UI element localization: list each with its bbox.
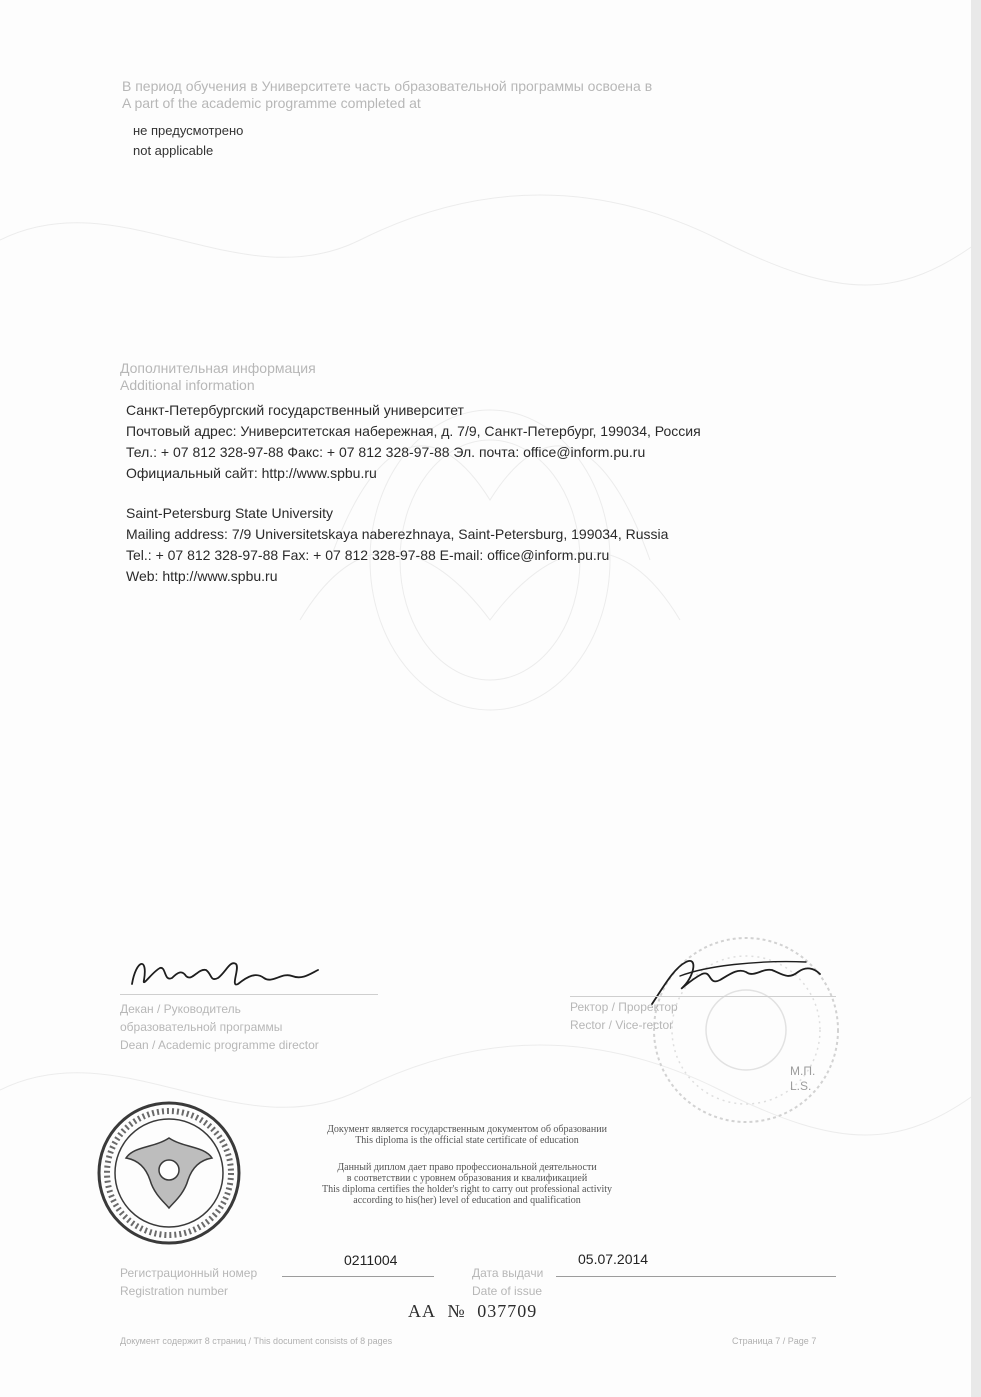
period-value-en: not applicable [133, 143, 214, 158]
dean-signature-line [120, 994, 378, 995]
dean-title-en: Dean / Academic programme director [120, 1038, 319, 1052]
seal-place-mark [790, 1064, 815, 1094]
registration-number-label [120, 1264, 257, 1300]
number-sign: № [447, 1301, 466, 1321]
mailing-address-en: Mailing address: 7/9 Universitetskaya naberezhnaya, Saint-Petersburg, 199034, Russia [126, 526, 669, 542]
registration-label-en: Registration number [120, 1284, 229, 1298]
page-number: Страница 7 / Page 7 [732, 1336, 817, 1346]
contacts-ru: Тел.: + 07 812 328-97-88 Факс: + 07 812 328-97-88 Эл. почта: office@inform.pu.ru [126, 444, 646, 460]
university-info-en [126, 503, 668, 587]
serial-series: АА [408, 1301, 436, 1321]
serial-number: 037709 [477, 1301, 538, 1321]
period-label-ru: В период обучения в Университете часть образовательной программы освоена в [122, 78, 653, 94]
additional-info-label-ru: Дополнительная информация [120, 360, 316, 376]
contacts-en: Tel.: + 07 812 328-97-88 Fax: + 07 812 328-97-88 E-mail: office@inform.pu.ru [126, 547, 610, 563]
issue-date-line [556, 1276, 836, 1277]
university-name-ru: Санкт-Петербургский государственный университет [126, 402, 464, 418]
period-label-en: A part of the academic programme completed at [122, 95, 421, 111]
official-document-notice [292, 1124, 642, 1146]
university-name-en: Saint-Petersburg State University [126, 505, 333, 521]
seal-place-en: L.S. [790, 1079, 812, 1093]
notice-2-ru-2: в соответствии с уровнем образования и квалификацией [346, 1173, 588, 1184]
notice-1-en: This diploma is the official state certificate of education [355, 1135, 579, 1146]
notice-2-ru-1: Данный диплом дает право профессиональной деятельности [337, 1162, 597, 1173]
issue-label-ru: Дата выдачи [472, 1266, 544, 1280]
dean-title-ru-2: образовательной программы [120, 1020, 283, 1034]
seal-place-ru: М.П. [790, 1064, 816, 1078]
notice-2-en-1: This diploma certifies the holder's right to carry out professional activity [321, 1184, 613, 1195]
dean-caption [120, 1000, 319, 1054]
page-count-note: Документ содержит 8 страниц / This document consists of 8 pages [120, 1336, 393, 1346]
registration-label-ru: Регистрационный номер [120, 1266, 258, 1280]
postal-address-ru: Почтовый адрес: Университетская набережная, д. 7/9, Санкт-Петербург, 199034, Россия [126, 423, 701, 439]
professional-rights-notice [292, 1162, 642, 1206]
rector-title-ru: Ректор / Проректор [570, 1000, 678, 1014]
scan-edge [971, 0, 981, 1397]
diploma-serial-number [408, 1301, 537, 1322]
issue-date-label [472, 1264, 543, 1300]
website-en: Web: http://www.spbu.ru [126, 568, 278, 584]
issue-label-en: Date of issue [472, 1284, 543, 1298]
registration-number-value: 0211004 [344, 1252, 398, 1268]
additional-info-label-en: Additional information [120, 377, 255, 393]
university-info-ru [126, 400, 701, 484]
registration-number-line [282, 1276, 434, 1277]
notice-1-ru: Документ является государственным документом об образовании [327, 1124, 607, 1135]
university-emblem-seal [94, 1098, 244, 1248]
rector-caption [570, 998, 678, 1034]
issue-date-value: 05.07.2014 [578, 1251, 649, 1267]
dean-signature [126, 950, 322, 994]
rector-title-en: Rector / Vice-rector [570, 1018, 674, 1032]
website-ru: Официальный сайт: http://www.spbu.ru [126, 465, 377, 481]
rector-signature-line [570, 996, 836, 997]
dean-title-ru-1: Декан / Руководитель [120, 1002, 241, 1016]
period-value-ru: не предусмотрено [133, 123, 244, 138]
notice-2-en-2: according to his(her) level of education and qualification [353, 1195, 581, 1206]
